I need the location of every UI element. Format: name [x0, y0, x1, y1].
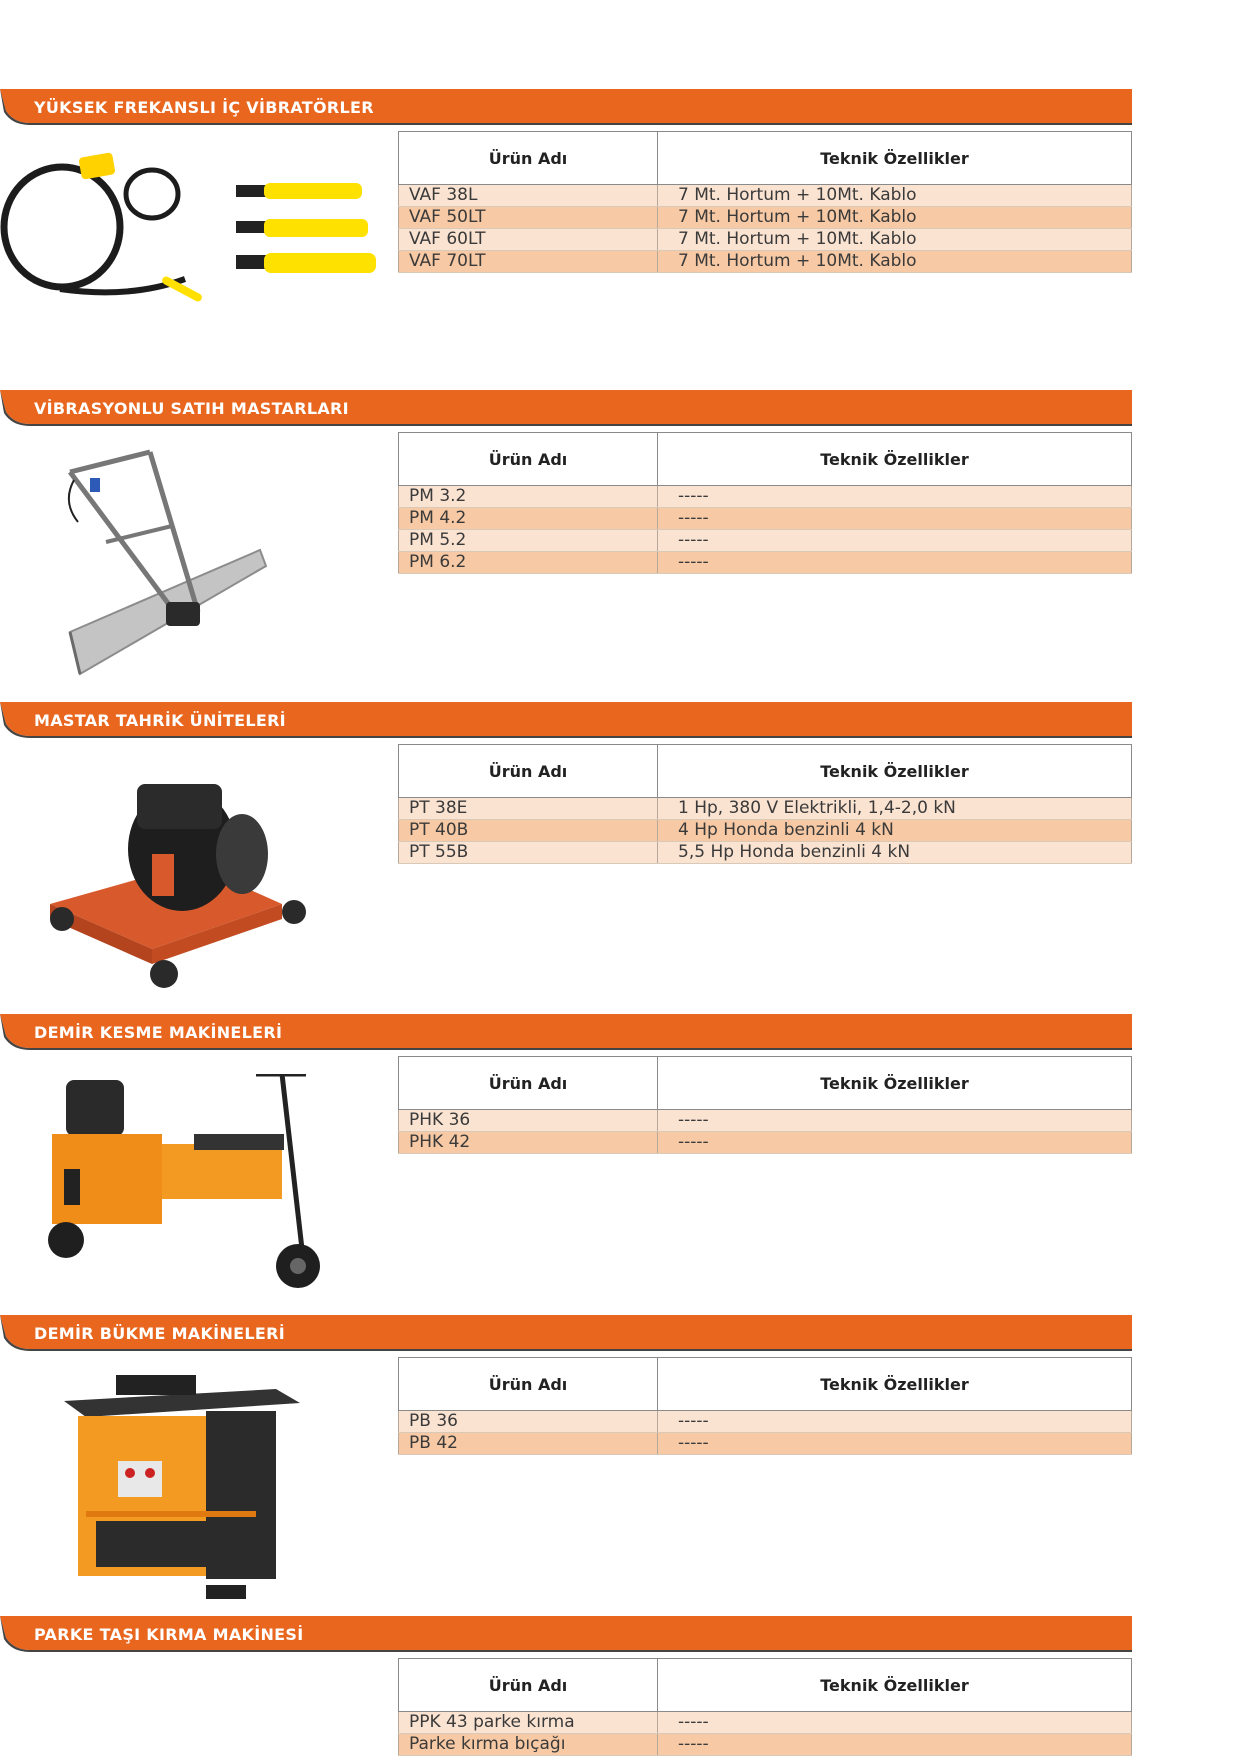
table-row	[399, 820, 1132, 842]
section-title: MASTAR TAHRİK ÜNİTELERİ	[34, 711, 286, 730]
product-name: Parke kırma bıçağı	[399, 1734, 658, 1756]
column-header-product: Ürün Adı	[399, 1358, 658, 1411]
product-specs: 1 Hp, 380 V Elektrikli, 1,4-2,0 kN	[658, 798, 1132, 820]
product-specs: 7 Mt. Hortum + 10Mt. Kablo	[658, 207, 1132, 229]
product-name: PB 36	[399, 1411, 658, 1433]
screed-image	[50, 442, 280, 682]
table-header-row	[399, 1659, 1132, 1712]
product-name: VAF 70LT	[399, 251, 658, 273]
table-row	[399, 1734, 1132, 1756]
table-row	[399, 842, 1132, 864]
section-screed-drive-units	[0, 702, 1240, 992]
section-vibrating-screeds	[0, 390, 1240, 680]
product-specs: -----	[658, 1411, 1132, 1433]
section-header	[0, 89, 1132, 123]
column-header-specs: Teknik Özellikler	[658, 1057, 1132, 1110]
spec-table	[398, 1658, 1132, 1756]
product-specs: 4 Hp Honda benzinli 4 kN	[658, 820, 1132, 842]
spec-table	[398, 744, 1132, 864]
table-row	[399, 1712, 1132, 1734]
section-header	[0, 390, 1132, 424]
section-header	[0, 1616, 1132, 1650]
column-header-product: Ürün Adı	[399, 433, 658, 486]
product-specs: 7 Mt. Hortum + 10Mt. Kablo	[658, 185, 1132, 207]
product-name: PM 3.2	[399, 486, 658, 508]
product-name: PT 38E	[399, 798, 658, 820]
column-header-product: Ürün Adı	[399, 1057, 658, 1110]
column-header-product: Ürün Adı	[399, 745, 658, 798]
rebar-cutter-image	[44, 1074, 324, 1304]
product-specs: -----	[658, 1433, 1132, 1455]
column-header-specs: Teknik Özellikler	[658, 1659, 1132, 1712]
product-specs: 5,5 Hp Honda benzinli 4 kN	[658, 842, 1132, 864]
column-header-specs: Teknik Özellikler	[658, 745, 1132, 798]
table-row	[399, 508, 1132, 530]
table-row	[399, 552, 1132, 574]
product-specs: 7 Mt. Hortum + 10Mt. Kablo	[658, 229, 1132, 251]
column-header-product: Ürün Adı	[399, 1659, 658, 1712]
table-row	[399, 798, 1132, 820]
section-title: DEMİR BÜKME MAKİNELERİ	[34, 1324, 285, 1343]
table-row	[399, 1411, 1132, 1433]
table-row	[399, 1110, 1132, 1132]
section-title: YÜKSEK FREKANSLI İÇ VİBRATÖRLER	[34, 98, 374, 117]
table-row	[399, 251, 1132, 273]
table-header-row	[399, 1358, 1132, 1411]
rebar-bender-image	[56, 1361, 306, 1601]
table-header-row	[399, 132, 1132, 185]
drive-unit-image	[42, 774, 312, 994]
product-specs: -----	[658, 1132, 1132, 1154]
table-row	[399, 229, 1132, 251]
product-specs: -----	[658, 1712, 1132, 1734]
product-specs: -----	[658, 552, 1132, 574]
table-row	[399, 1132, 1132, 1154]
table-header-row	[399, 745, 1132, 798]
section-title: VİBRASYONLU SATIH MASTARLARI	[34, 399, 349, 418]
column-header-specs: Teknik Özellikler	[658, 1358, 1132, 1411]
spec-table	[398, 1056, 1132, 1154]
product-specs: -----	[658, 1734, 1132, 1756]
section-paving-stone-breaker	[0, 1616, 1240, 1754]
section-title: PARKE TAŞI KIRMA MAKİNESİ	[34, 1625, 304, 1644]
product-name: PPK 43 parke kırma	[399, 1712, 658, 1734]
product-name: PHK 36	[399, 1110, 658, 1132]
section-header	[0, 1014, 1132, 1048]
section-rebar-benders	[0, 1315, 1240, 1605]
section-internal-vibrators	[0, 89, 1240, 319]
section-title: DEMİR KESME MAKİNELERİ	[34, 1023, 283, 1042]
vibrator-image	[0, 149, 390, 309]
product-name: PHK 42	[399, 1132, 658, 1154]
product-name: PM 6.2	[399, 552, 658, 574]
table-row	[399, 1433, 1132, 1455]
column-header-specs: Teknik Özellikler	[658, 433, 1132, 486]
column-header-product: Ürün Adı	[399, 132, 658, 185]
table-row	[399, 185, 1132, 207]
spec-table	[398, 131, 1132, 273]
product-name: PM 4.2	[399, 508, 658, 530]
product-specs: 7 Mt. Hortum + 10Mt. Kablo	[658, 251, 1132, 273]
product-name: VAF 38L	[399, 185, 658, 207]
column-header-specs: Teknik Özellikler	[658, 132, 1132, 185]
product-specs: -----	[658, 486, 1132, 508]
section-header	[0, 702, 1132, 736]
section-header	[0, 1315, 1132, 1349]
section-rebar-cutters	[0, 1014, 1240, 1304]
table-header-row	[399, 1057, 1132, 1110]
spec-table	[398, 1357, 1132, 1455]
table-row	[399, 530, 1132, 552]
table-header-row	[399, 433, 1132, 486]
product-name: VAF 50LT	[399, 207, 658, 229]
product-specs: -----	[658, 530, 1132, 552]
product-specs: -----	[658, 1110, 1132, 1132]
product-specs: -----	[658, 508, 1132, 530]
spec-table	[398, 432, 1132, 574]
product-name: PM 5.2	[399, 530, 658, 552]
product-name: VAF 60LT	[399, 229, 658, 251]
product-name: PT 55B	[399, 842, 658, 864]
table-row	[399, 207, 1132, 229]
product-name: PT 40B	[399, 820, 658, 842]
table-row	[399, 486, 1132, 508]
product-name: PB 42	[399, 1433, 658, 1455]
